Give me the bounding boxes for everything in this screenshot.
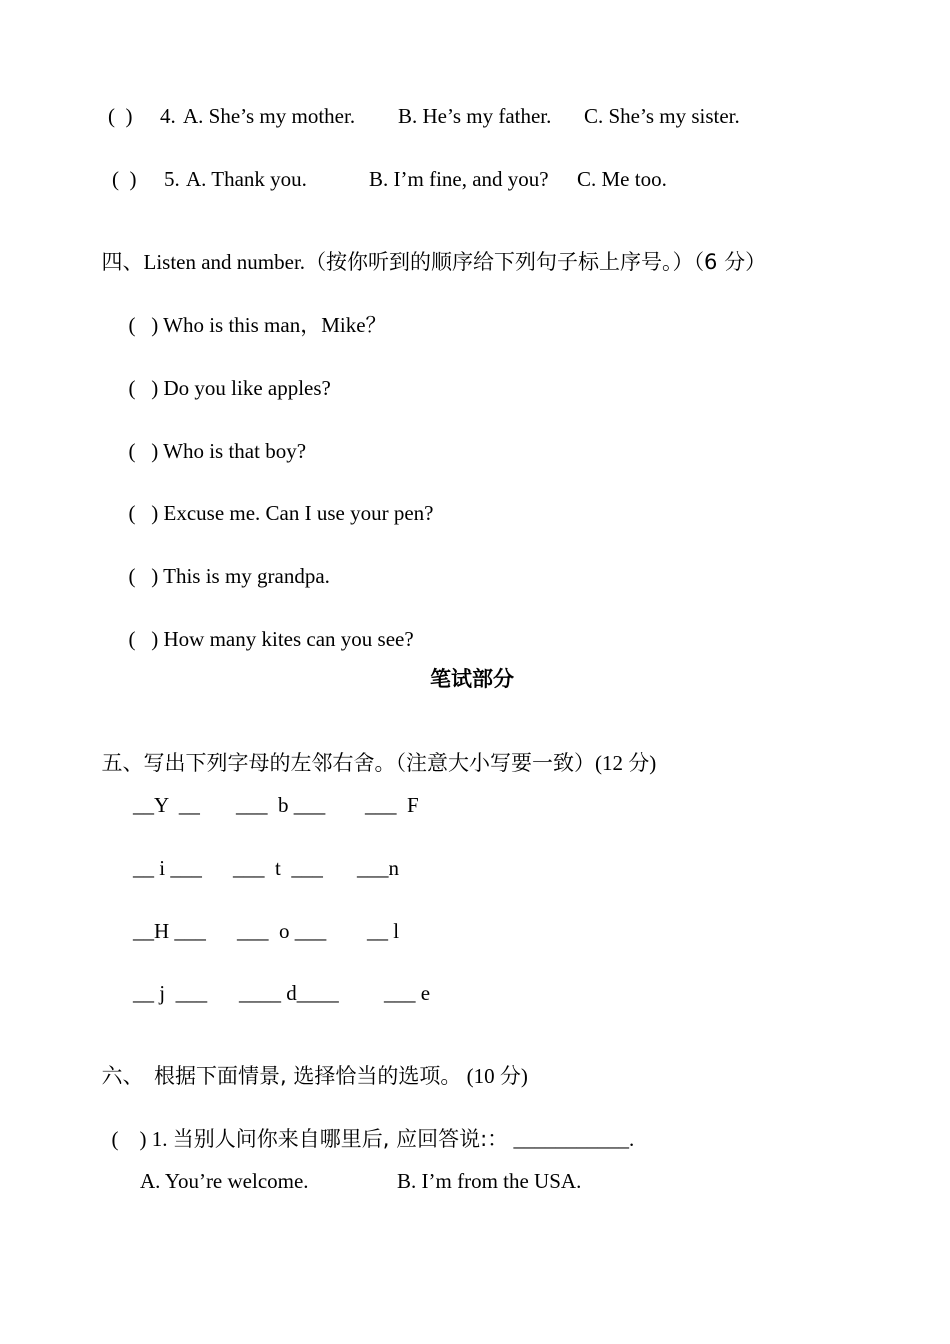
list-item (118, 294, 387, 336)
section4-heading-chinese: （按你听到的顺序给下列句子标上序号。） (305, 250, 694, 274)
list-item (118, 545, 330, 587)
sentence-text: Excuse me. Can I use your pen? (163, 501, 434, 525)
section4-heading-number: 四、 (101, 250, 144, 274)
answer-paren: ( ) (128, 439, 159, 463)
question-5-option-c: C. Me too. (577, 167, 667, 191)
question-5-option-b: B. I’m fine, and you? (369, 167, 549, 191)
question-text: 当别人问你来自哪里后, 应回答说:： (172, 1127, 509, 1151)
answer-paren: ( ) (128, 627, 159, 651)
question-4-option-b: B. He’s my father. (398, 104, 552, 128)
letter-blank[interactable]: __Y __ (133, 793, 200, 817)
sentence-text: How many kites can you see? (163, 627, 414, 651)
answer-paren: ( ) (128, 376, 159, 400)
section5-heading-number: 五、 (101, 751, 144, 775)
question-4-paren: ( ) (108, 104, 133, 128)
question-4-number: 4. (160, 104, 176, 128)
section6-heading-chinese: 根据下面情景, 选择恰当的选项。 (154, 1064, 462, 1088)
section6-heading (91, 1045, 528, 1087)
answer-paren: ( ) (128, 313, 159, 337)
list-item (118, 608, 414, 650)
letter-blank[interactable]: ___n (357, 856, 399, 880)
letter-blank[interactable]: __ i ___ (133, 856, 202, 880)
sentence-text: Do you like apples? (163, 376, 331, 400)
letter-blank[interactable]: __H ___ (133, 919, 206, 943)
answer-blank[interactable]: ___________. (513, 1127, 635, 1151)
section5-heading-score: (12 分) (595, 751, 657, 775)
question-1-option-a: A. You’re welcome. (140, 1169, 309, 1193)
written-part-title: 笔试部分 (430, 667, 514, 691)
section4-heading-score: （6 分） (693, 250, 767, 274)
letter-blank[interactable]: __ l (367, 919, 400, 943)
section4-heading-english: Listen and number. (143, 250, 306, 274)
letter-blank[interactable]: ___ t ___ (233, 856, 323, 880)
letter-blank[interactable]: ____ d____ (239, 981, 339, 1005)
answer-paren: ( ) (111, 1127, 147, 1151)
list-item (118, 357, 331, 399)
sentence-text: This is my grandpa. (163, 564, 330, 588)
letter-blank[interactable]: __ j ___ (133, 981, 208, 1005)
question-1 (101, 1108, 634, 1150)
section6-heading-number: 六、 (101, 1064, 144, 1088)
section6-heading-score: (10 分) (466, 1064, 528, 1088)
section4-heading (91, 231, 766, 273)
question-5-paren: ( ) (112, 167, 137, 191)
question-number: 1. (151, 1127, 168, 1151)
section5-heading (91, 732, 656, 774)
letter-blank[interactable]: ___ F (365, 793, 419, 817)
sentence-text: Who is this man，Mike？ (163, 313, 387, 337)
section5-heading-chinese: 写出下列字母的左邻右舍。（注意大小写要一致） (143, 751, 595, 775)
letter-blank[interactable]: ___ e (384, 981, 431, 1005)
list-item (118, 420, 306, 462)
answer-paren: ( ) (128, 501, 159, 525)
letter-blank[interactable]: ___ o ___ (237, 919, 327, 943)
question-4-option-a: A. She’s my mother. (183, 104, 356, 128)
answer-paren: ( ) (128, 564, 159, 588)
letter-blank[interactable]: ___ b ___ (236, 793, 326, 817)
question-5-option-a: A. Thank you. (186, 167, 307, 191)
question-5-number: 5. (164, 167, 180, 191)
sentence-text: Who is that boy? (163, 439, 307, 463)
question-4-option-c: C. She’s my sister. (584, 104, 740, 128)
list-item (118, 482, 434, 524)
question-1-option-b: B. I’m from the USA. (397, 1169, 582, 1193)
